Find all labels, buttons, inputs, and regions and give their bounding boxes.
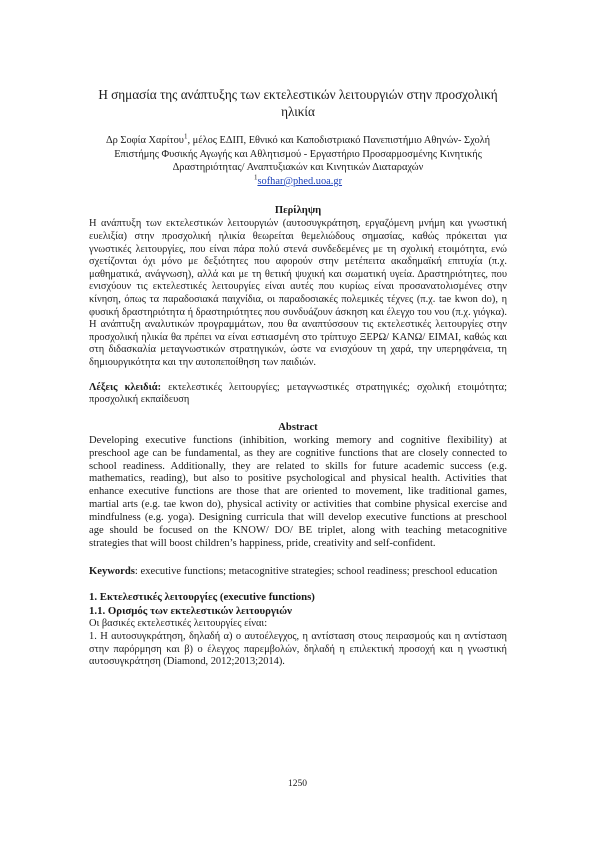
author-name: Δρ Σοφία Χαρίτου	[105, 135, 184, 146]
abstract-gr-text: Η ανάπτυξη των εκτελεστικών λειτουργιών (αυτοσυγκράτηση, εργαζόμενη μνήμη και γνωστική ευελιξία) στην προσχολική ηλικία θεωρείται θεμελιώδους σημασίας, καθώς πρόκειται για γνωστικές λειτουργίες, που είναι πάρα πολύ στενά συνδεδεμένες με τη σχολική ετοιμότητα, ενώ σχετίζονται όχι μόνο με δεξιότητες που αφορούν στην μετέπειτα ακαδημαϊκή επιτυχία (π.χ. μαθηματικά, ανάγνωση), αλλά και με τη θετική ψυχική και σωματική υγεία. Δραστηριότητες, που ενισχύουν τις εκτελεστικές λειτουργίες είναι αυτές που κυρίως είναι προσανατολισμένες στην κίνηση, όπως τα παραδοσιακά παιχνίδια, οι παραδοσιακές πολεμικές τέχνες (π.χ. tae kwon do), η φυσική δραστηριότητα ή δραστηριότητες που συνδυάζουν άσκηση και έλεγχο του νου (π.χ. γιόγκα). Η ανάπτυξη αναλυτικών προγραμμάτων, που θα αναπτύσσουν τις εκτελεστικές λειτουργίες στην προσχολική ηλικία θα πρέπει να είναι εστιασμένη στο τρίπτυχο ΞΕΡΩ/ ΚΑΝΩ/ ΕΙΜΑΙ, καθώς και στη διδασκαλία μεταγνωστικών στρατηγικών, ώστε να ενισχύουν τη χαρά, την υπερηφάνεια, τη δημιουργικότητα και την αυτοπεποίθηση των παιδιών.	[89, 218, 507, 368]
abstract-en-text: Developing executive functions (inhibition, working memory and cognitive flexibility) at preschool age can be fundamental, as they are cognitive functions that are closely connected to school readiness. Additionally, they are related to skills for future academic success (e.g. mathematics, reading), but also to positive psychological and physical health. Activities that enhance executive functions are those that are oriented to movement, like traditional games, martial arts (e.g. tae kwon do), physical activity or activities that combine physical exercise and mindfulness (e.g. yoga). Designing curricula that will develop executive functions at preschool age should be focused on the KNOW/ DO/ BE triplet, along with teaching metacognitive strategies that will boost children’s happiness, pride, creativity and self-confident.	[89, 434, 507, 549]
keywords-gr-list: εκτελεστικές λειτουργίες; μεταγνωστικές στρατηγικές; σχολική ετοιμότητα; προσχολική εκπαίδευση	[89, 381, 507, 406]
keywords-en-list: : executive functions; metacognitive strategies; school readiness; preschool education	[134, 565, 498, 577]
author-block	[89, 134, 507, 188]
author-email-link[interactable]: sofhar@phed.uoa.gr	[257, 175, 343, 187]
subsection-heading: 1.1. Ορισμός των εκτελεστικών λειτουργιών	[89, 604, 293, 617]
author-affiliation: , μέλος ΕΔΙΠ, Εθνικό και Καποδιστριακό Πανεπιστήμιο Αθηνών- Σχολή Επιστήμης Φυσικής Αγωγής και Αθλητισμού - Εργαστήριο Προσαρμοσμένης Κινητικής Δραστηριότητας/ Αναπτυξιακών και Κινητικών Διαταραχών	[114, 135, 491, 174]
paper-page	[89, 0, 507, 669]
keywords-en-label: Keywords	[89, 565, 135, 577]
keywords-en	[89, 565, 507, 579]
abstract-gr-heading: Περίληψη	[274, 205, 322, 217]
email-superscript: 1	[253, 173, 258, 182]
keywords-gr-label: Λέξεις κλειδιά:	[89, 381, 162, 393]
page-number: 1250	[288, 779, 307, 789]
paper-title: Η σημασία της ανάπτυξης των εκτελεστικών λειτουργιών στην προσχολική ηλικία	[98, 87, 498, 119]
list-item: 1. Η αυτοσυγκράτηση, δηλαδή α) ο αυτοέλεγχος, η αντίσταση στους πειρασμούς και η αντίσταση στην παρόρμηση και β) ο έλεγχος παρεμβολών, δηλαδή η επιλεκτική προσοχή και η γνωστική αυτοσυγκράτηση (Diamond, 2012;2013;2014).	[89, 631, 507, 668]
abstract-en-heading: Abstract	[278, 421, 318, 433]
author-superscript: 1	[183, 132, 188, 141]
section-heading: 1. Εκτελεστικές λειτουργίες (executive functions)	[89, 591, 315, 604]
section-intro: Οι βασικές εκτελεστικές λειτουργίες είναι:	[89, 618, 268, 630]
keywords-gr	[89, 382, 507, 407]
